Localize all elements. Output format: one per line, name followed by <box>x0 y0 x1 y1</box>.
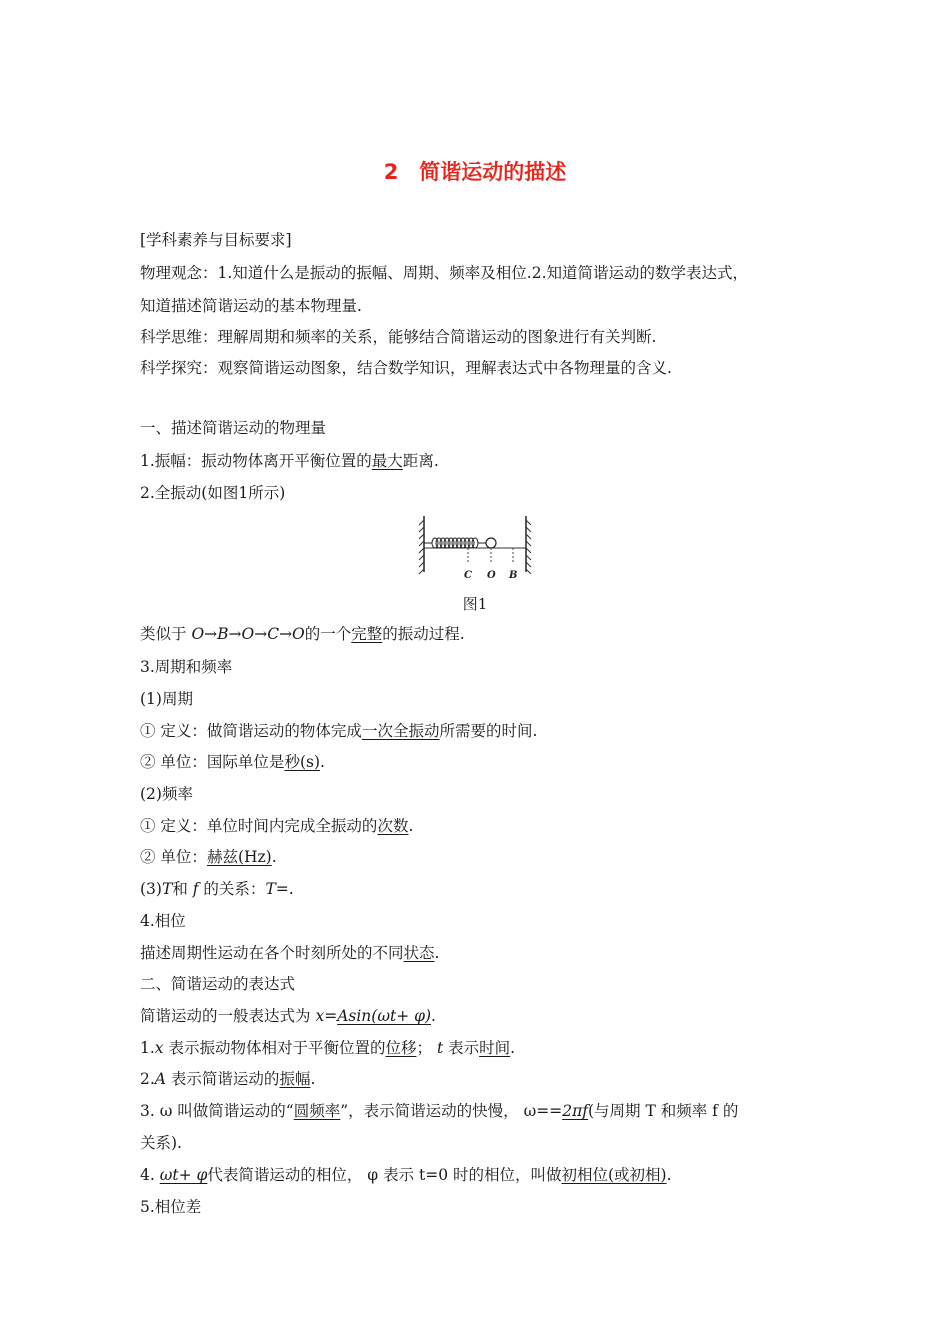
text: 距离. <box>402 452 439 470</box>
text: . <box>320 753 325 771</box>
text: 表示简谐运动的 <box>166 1070 280 1088</box>
text: (与周期 T 和频率 f 的 <box>588 1102 739 1120</box>
answer-blank: Asin(ωt+ φ) <box>337 1007 432 1025</box>
scientific-inquiry: 科学探究：观察简谐运动图象，结合数学知识，理解表达式中各物理量的含义. <box>140 359 672 377</box>
text: 1.振幅：振动物体离开平衡位置的 <box>140 452 372 470</box>
var-t: T <box>161 880 173 898</box>
text: (3) <box>140 880 162 898</box>
text: ； <box>416 1039 433 1057</box>
text: 表示 <box>448 1039 480 1057</box>
physics-concept-line-2: 知道描述简谐运动的基本物理量. <box>140 297 362 315</box>
var-a: A <box>154 1070 166 1088</box>
var-x: x <box>154 1039 164 1057</box>
text: 简谐运动的一般表达式为 <box>140 1007 316 1025</box>
text: ① 定义：做简谐运动的物体完成 <box>140 722 362 740</box>
path-line <box>140 623 820 645</box>
text: 1. <box>140 1039 155 1057</box>
text: = <box>324 1007 338 1025</box>
text: . <box>310 1070 316 1088</box>
text: . <box>408 817 414 835</box>
amplitude-line <box>140 450 820 472</box>
spring-oscillator-figure <box>418 512 532 584</box>
phase-heading: 4.相位 <box>140 912 186 930</box>
section1-heading: 一、描述简谐运动的物理量 <box>140 419 327 437</box>
text: =. <box>275 880 294 898</box>
label-b: B <box>509 570 518 581</box>
answer-blank: 振幅 <box>279 1070 311 1088</box>
requirements-header: [学科素养与目标要求] <box>140 231 292 249</box>
answer-blank: 秒(s) <box>284 753 320 771</box>
text: 的关系： <box>198 880 266 898</box>
answer-blank: 状态 <box>403 944 435 962</box>
answer-blank: 初相位(或初相) <box>561 1166 667 1184</box>
phase-description <box>140 942 820 964</box>
path-sequence: O→B→O→C→O <box>191 625 305 643</box>
text: 4. <box>140 1166 160 1184</box>
text: ② 单位： <box>140 848 207 866</box>
phase-difference-heading: 5.相位差 <box>140 1198 202 1216</box>
text: 的一个 <box>304 625 352 643</box>
frequency-definition <box>140 815 820 837</box>
frequency-heading: (2)频率 <box>140 785 193 803</box>
scientific-thinking: 科学思维：理解周期和频率的关系，能够结合简谐运动的图象进行有关判断. <box>140 328 657 346</box>
text: . <box>271 848 277 866</box>
text: ”，表示简谐运动的快慢， ω== <box>340 1102 563 1120</box>
text: 3. ω 叫做简谐运动的“ <box>140 1102 294 1120</box>
general-expression <box>140 1005 820 1027</box>
text: 描述周期性运动在各个时刻所处的不同 <box>140 944 404 962</box>
text: . <box>434 944 440 962</box>
var-f: f <box>192 880 199 898</box>
phase-item <box>140 1164 820 1186</box>
full-vibration-heading: 2.全振动(如图1所示) <box>140 484 286 502</box>
text: . <box>431 1007 436 1025</box>
text: 2. <box>140 1070 155 1088</box>
text: . <box>510 1039 516 1057</box>
text: . <box>666 1166 672 1184</box>
period-definition <box>140 720 820 742</box>
var-t: t <box>432 1039 449 1057</box>
answer-blank: 时间 <box>479 1039 511 1057</box>
answer-blank: 最大 <box>371 452 403 470</box>
label-c: C <box>464 570 472 581</box>
var-t: T <box>265 880 276 898</box>
answer-blank: 完整 <box>351 625 383 643</box>
period-unit <box>140 751 820 773</box>
label-o: O <box>487 570 496 581</box>
text: 代表简谐运动的相位， φ 表示 t=0 时的相位，叫做 <box>207 1166 562 1184</box>
answer-blank: 一次全振动 <box>361 722 440 740</box>
text: 所需要的时间. <box>439 722 538 740</box>
page-title: 2 简谐运动的描述 <box>383 160 567 184</box>
omega-line-2: 关系). <box>140 1134 182 1152</box>
spring-coil <box>432 538 478 548</box>
physics-concept-line-1: 物理观念：1.知道什么是振动的振幅、周期、频率及相位.2.知道简谐运动的数学表达式， <box>140 264 749 282</box>
text: ① 定义：单位时间内完成全振动的 <box>140 817 378 835</box>
answer-blank: 圆频率 <box>293 1102 341 1120</box>
x-meaning <box>140 1037 820 1059</box>
text: 表示振动物体相对于平衡位置的 <box>163 1039 386 1057</box>
answer-blank: 赫兹(Hz) <box>206 848 272 866</box>
text: 和 <box>172 880 193 898</box>
answer-blank: ωt+ φ <box>159 1166 208 1184</box>
a-meaning <box>140 1068 820 1090</box>
var-x: x <box>315 1007 325 1025</box>
text: ② 单位：国际单位是 <box>140 753 285 771</box>
period-freq-heading: 3.周期和频率 <box>140 658 233 676</box>
figure-caption: 图1 <box>462 595 488 613</box>
oscillator-ball <box>486 538 496 548</box>
answer-blank: 次数 <box>377 817 409 835</box>
answer-blank: 位移 <box>385 1039 417 1057</box>
text: 的振动过程. <box>382 625 465 643</box>
period-heading: (1)周期 <box>140 690 193 708</box>
t-f-relation <box>140 878 820 900</box>
answer-blank: 2πf <box>562 1102 588 1120</box>
section2-heading: 二、简谐运动的表达式 <box>140 975 296 993</box>
frequency-unit <box>140 846 820 868</box>
text: 类似于 <box>140 625 192 643</box>
omega-line-1 <box>140 1100 820 1122</box>
